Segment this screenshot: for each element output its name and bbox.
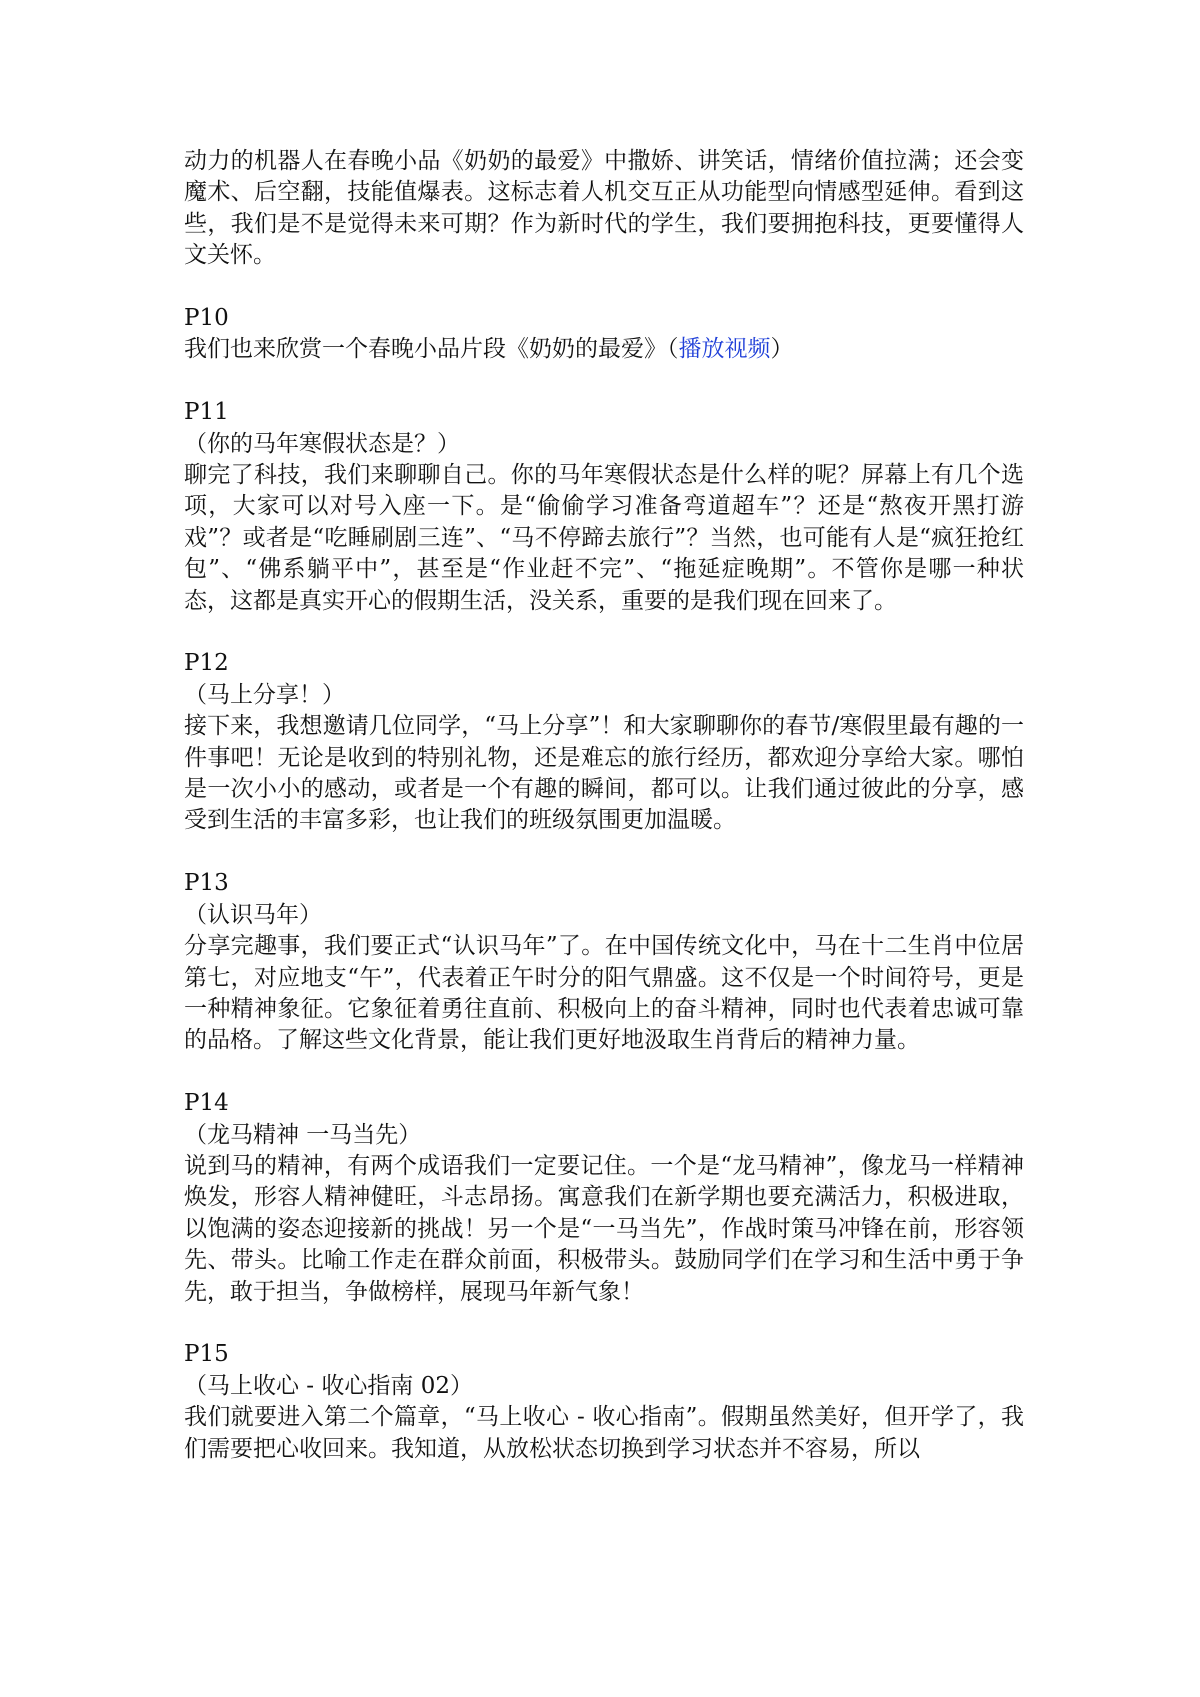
p15-paragraph: 我们就要进入第二个篇章，“马上收心 - 收心指南”。假期虽然美好，但开学了，我们需要把心收回来。我知道，从放松状态切换到学习状态并不容易，所以 — [184, 1404, 1024, 1462]
play-video-link[interactable]: 播放视频 — [678, 336, 771, 363]
page-label-p12: P12 — [184, 650, 229, 677]
page-label-p13: P13 — [184, 870, 229, 897]
paragraph-gap — [184, 272, 1024, 303]
p12-paragraph: 接下来，我想邀请几位同学，“马上分享”！和大家聊聊你的春节/寒假里最有趣的一件事吧！无论是收到的特别礼物，还是难忘的旅行经历，都欢迎分享给大家。哪怕是一次小小的感动，或者是一个有趣的瞬间，都可以。让我们通过彼此的分享，感受到生活的丰富多彩，也让我们的班级氛围更加温暖。 — [184, 713, 1024, 834]
p10-text-after: ） — [770, 336, 794, 363]
subtitle-p15: （马上收心 - 收心指南 02） — [184, 1372, 473, 1399]
p13-paragraph: 分享完趣事，我们要正式“认识马年”了。在中国传统文化中，马在十二生肖中位居第七，对应地支“午”，代表着正午时分的阳气鼎盛。这不仅是一个时间符号，更是一种精神象征。它象征着勇往直前、积极向上的奋斗精神，同时也代表着忠诚可靠的品格。了解这些文化背景，能让我们更好地汲取生肖背后的精神力量。 — [184, 933, 1024, 1054]
section-p15 — [184, 1339, 1024, 1465]
section-p10 — [184, 303, 1024, 366]
subtitle-p12: （马上分享！） — [184, 681, 345, 708]
paragraph-gap — [184, 617, 1024, 648]
subtitle-p13: （认识马年） — [184, 901, 322, 928]
paragraph-gap — [184, 366, 1024, 397]
paragraph-gap — [184, 1308, 1024, 1339]
subtitle-p11: （你的马年寒假状态是？） — [184, 430, 460, 457]
section-p11 — [184, 397, 1024, 617]
p11-paragraph: 聊完了科技，我们来聊聊自己。你的马年寒假状态是什么样的呢？屏幕上有几个选项，大家可以对号入座一下。是“偷偷学习准备弯道超车”？还是“熬夜开黑打游戏”？或者是“吃睡刷剧三连”、“马不停蹄去旅行”？当然，也可能有人是“疯狂抢红包”、“佛系躺平中”，甚至是“作业赶不完”、“拖延症晚期”。不管你是哪一种状态，这都是真实开心的假期生活，没关系，重要的是我们现在回来了。 — [184, 462, 1024, 614]
page-label-p10: P10 — [184, 305, 229, 332]
page-label-p11: P11 — [184, 399, 229, 426]
section-p13 — [184, 868, 1024, 1056]
subtitle-p14: （龙马精神 一马当先） — [184, 1121, 422, 1148]
p14-paragraph: 说到马的精神，有两个成语我们一定要记住。一个是“龙马精神”，像龙马一样精神焕发，形容人精神健旺，斗志昂扬。寓意我们在新学期也要充满活力，积极进取，以饱满的姿态迎接新的挑战！另一个是“一马当先”，作战时策马冲锋在前，形容领先、带头。比喻工作走在群众前面，积极带头。鼓励同学们在学习和生活中勇于争先，敢于担当，争做榜样，展现马年新气象！ — [184, 1152, 1024, 1305]
p10-paragraph — [184, 334, 1024, 365]
paragraph-gap — [184, 1057, 1024, 1088]
section-p14 — [184, 1088, 1024, 1308]
paragraph-gap — [184, 837, 1024, 868]
p10-text-before: 我们也来欣赏一个春晚小品片段《奶奶的最爱》（ — [184, 336, 679, 363]
page-label-p14: P14 — [184, 1090, 229, 1117]
page-label-p15: P15 — [184, 1341, 229, 1368]
document-page — [184, 146, 1024, 1465]
intro-paragraph: 动力的机器人在春晚小品《奶奶的最爱》中撒娇、讲笑话，情绪价值拉满；还会变魔术、后空翻，技能值爆表。这标志着人机交互正从功能型向情感型延伸。看到这些，我们是不是觉得未来可期？作为新时代的学生，我们要拥抱科技，更要懂得人文关怀。 — [184, 148, 1024, 269]
section-p12 — [184, 648, 1024, 836]
